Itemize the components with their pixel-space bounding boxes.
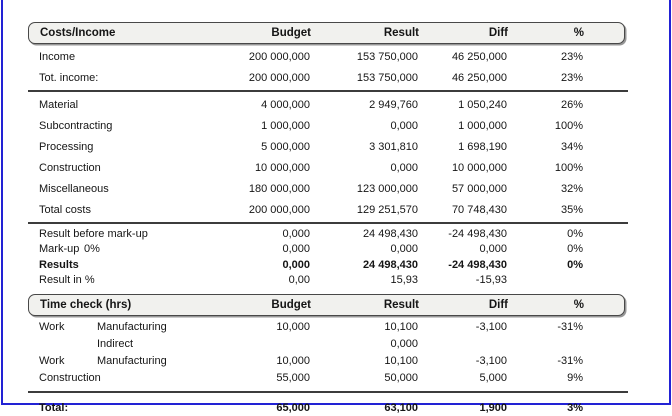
cell-diff: -24 498,430	[448, 227, 507, 240]
cell-budget: 0,000	[282, 243, 310, 256]
cell-budget: 200 000,000	[248, 203, 310, 216]
cell-budget: 1 000,000	[261, 119, 310, 132]
row-label	[28, 402, 183, 414]
cell-diff: 0,000	[479, 243, 507, 256]
cell-result: 3 301,810	[369, 140, 418, 153]
cell-percent: -31%	[557, 354, 583, 367]
row-label	[28, 51, 183, 63]
section-divider	[28, 391, 628, 393]
cell-percent: -31%	[557, 320, 583, 333]
costs-income-rows	[28, 46, 628, 288]
section-divider	[28, 222, 628, 224]
row-label-main: Subcontracting	[39, 119, 113, 132]
row-label	[28, 99, 183, 111]
cell-result: 50,000	[384, 371, 418, 384]
cell-result: 24 498,430	[362, 227, 418, 240]
cell-result: 0,000	[390, 161, 418, 174]
column-header-budget: Budget	[271, 27, 311, 39]
cell-result: 123 000,000	[356, 182, 418, 195]
cell-result: 129 251,570	[356, 203, 418, 216]
cell-percent: 23%	[560, 50, 583, 63]
time-check-header	[28, 294, 625, 316]
row-label-sub: Manufacturing	[97, 320, 167, 333]
cell-diff: -24 498,430	[448, 258, 507, 271]
cell-result: 15,93	[390, 274, 418, 287]
costs-income-title: Costs/Income	[40, 27, 116, 39]
cell-diff: 46 250,000	[451, 50, 507, 63]
table-row	[28, 399, 628, 416]
costs-income-header	[28, 22, 625, 44]
cell-percent: 32%	[560, 182, 583, 195]
row-label-main: Results	[39, 258, 79, 271]
window-border-left	[1, 0, 3, 405]
table-row	[28, 273, 628, 289]
cell-diff: -3,100	[475, 320, 507, 333]
table-row	[28, 199, 628, 220]
column-header-budget: Budget	[271, 299, 311, 311]
table-row	[28, 94, 628, 115]
table-row	[28, 67, 628, 88]
window-border-right	[669, 0, 671, 405]
cell-percent: 100%	[554, 119, 583, 132]
row-label-main: Income	[39, 50, 76, 63]
row-label-sub: Indirect	[97, 337, 134, 350]
column-header-percent: %	[573, 27, 584, 39]
row-label	[28, 141, 183, 153]
cell-budget: 200 000,000	[248, 50, 310, 63]
cell-budget: 0,000	[282, 227, 310, 240]
row-label-sub: 0%	[84, 243, 100, 256]
row-label-main: Work	[39, 320, 65, 333]
cell-budget: 10,000	[276, 320, 310, 333]
cell-diff: 46 250,000	[451, 71, 507, 84]
column-header-diff: Diff	[488, 27, 508, 39]
cell-percent: 3%	[567, 401, 583, 414]
row-label	[28, 120, 183, 132]
cell-percent: 9%	[567, 371, 583, 384]
column-header-diff: Diff	[488, 299, 508, 311]
row-label	[28, 183, 183, 195]
row-label-main: Total costs	[39, 203, 91, 216]
cell-percent: 34%	[560, 140, 583, 153]
cell-budget: 10,000	[276, 354, 310, 367]
cell-diff: 57 000,000	[451, 182, 507, 195]
row-label	[28, 372, 183, 384]
cell-result: 153 750,000	[356, 50, 418, 63]
table-row	[28, 226, 628, 242]
table-row	[28, 46, 628, 67]
row-label-main: Processing	[39, 140, 94, 153]
cell-percent: 0%	[567, 243, 583, 256]
table-row	[28, 352, 628, 369]
row-label-main: Result before mark-up	[39, 227, 148, 240]
cost-report	[28, 22, 628, 416]
cell-budget: 5 000,000	[261, 140, 310, 153]
cell-diff: 70 748,430	[451, 203, 507, 216]
row-label-main: Mark-up	[39, 243, 80, 256]
cell-result: 10,100	[384, 354, 418, 367]
cell-result: 0,000	[390, 243, 418, 256]
row-label	[28, 162, 183, 174]
cell-diff: -15,93	[475, 274, 507, 287]
column-header-percent: %	[573, 299, 584, 311]
cell-result: 10,100	[384, 320, 418, 333]
row-label-main: Work	[39, 354, 65, 367]
row-label	[28, 338, 183, 350]
cell-budget: 0,00	[288, 274, 310, 287]
cell-percent: 100%	[554, 161, 583, 174]
row-label-main: Miscellaneous	[39, 182, 109, 195]
cell-result: 24 498,430	[362, 258, 418, 271]
row-label	[28, 259, 183, 271]
row-label-main: Construction	[39, 161, 101, 174]
row-label-main: Construction	[39, 371, 101, 384]
row-label	[28, 72, 183, 84]
table-row	[28, 257, 628, 273]
cell-budget: 4 000,000	[261, 98, 310, 111]
cell-diff: 1 050,240	[458, 98, 507, 111]
cell-budget: 55,000	[276, 371, 310, 384]
costs-income-section	[28, 22, 628, 288]
row-label	[28, 243, 183, 255]
row-label	[28, 274, 183, 286]
cell-result: 2 949,760	[369, 98, 418, 111]
row-label	[28, 355, 183, 367]
row-label	[28, 321, 183, 333]
cell-percent: 0%	[567, 227, 583, 240]
row-label-sub: Manufacturing	[97, 354, 167, 367]
cell-diff: -3,100	[475, 354, 507, 367]
row-label	[28, 204, 183, 216]
column-header-result: Result	[383, 27, 419, 39]
table-row	[28, 318, 628, 335]
time-check-section	[28, 294, 628, 416]
cell-budget: 0,000	[282, 258, 310, 271]
row-label-main: Total:	[39, 401, 69, 414]
row-label-main: Result in %	[39, 274, 95, 287]
table-row	[28, 335, 628, 352]
time-check-title: Time check (hrs)	[40, 299, 132, 311]
section-divider	[28, 90, 628, 92]
cell-budget: 65,000	[276, 401, 310, 414]
table-row	[28, 242, 628, 258]
cell-diff: 1,900	[479, 401, 507, 414]
table-row	[28, 178, 628, 199]
table-row	[28, 136, 628, 157]
cell-diff: 1 698,190	[458, 140, 507, 153]
cell-diff: 5,000	[479, 371, 507, 384]
cell-percent: 26%	[560, 98, 583, 111]
row-label-main: Material	[39, 98, 79, 111]
cell-diff: 1 000,000	[458, 119, 507, 132]
time-check-rows	[28, 318, 628, 416]
table-row	[28, 369, 628, 386]
cell-percent: 0%	[567, 258, 583, 271]
cell-result: 153 750,000	[356, 71, 418, 84]
cell-percent: 23%	[560, 71, 583, 84]
table-row	[28, 115, 628, 136]
cell-result: 0,000	[390, 337, 418, 350]
table-row	[28, 157, 628, 178]
cell-budget: 10 000,000	[254, 161, 310, 174]
cell-percent: 35%	[560, 203, 583, 216]
row-label-main: Tot. income:	[39, 71, 99, 84]
cell-result: 63,100	[384, 401, 418, 414]
row-label	[28, 228, 183, 240]
cell-diff: 10 000,000	[451, 161, 507, 174]
cell-budget: 200 000,000	[248, 71, 310, 84]
cell-budget: 180 000,000	[248, 182, 310, 195]
cell-result: 0,000	[390, 119, 418, 132]
column-header-result: Result	[383, 299, 419, 311]
